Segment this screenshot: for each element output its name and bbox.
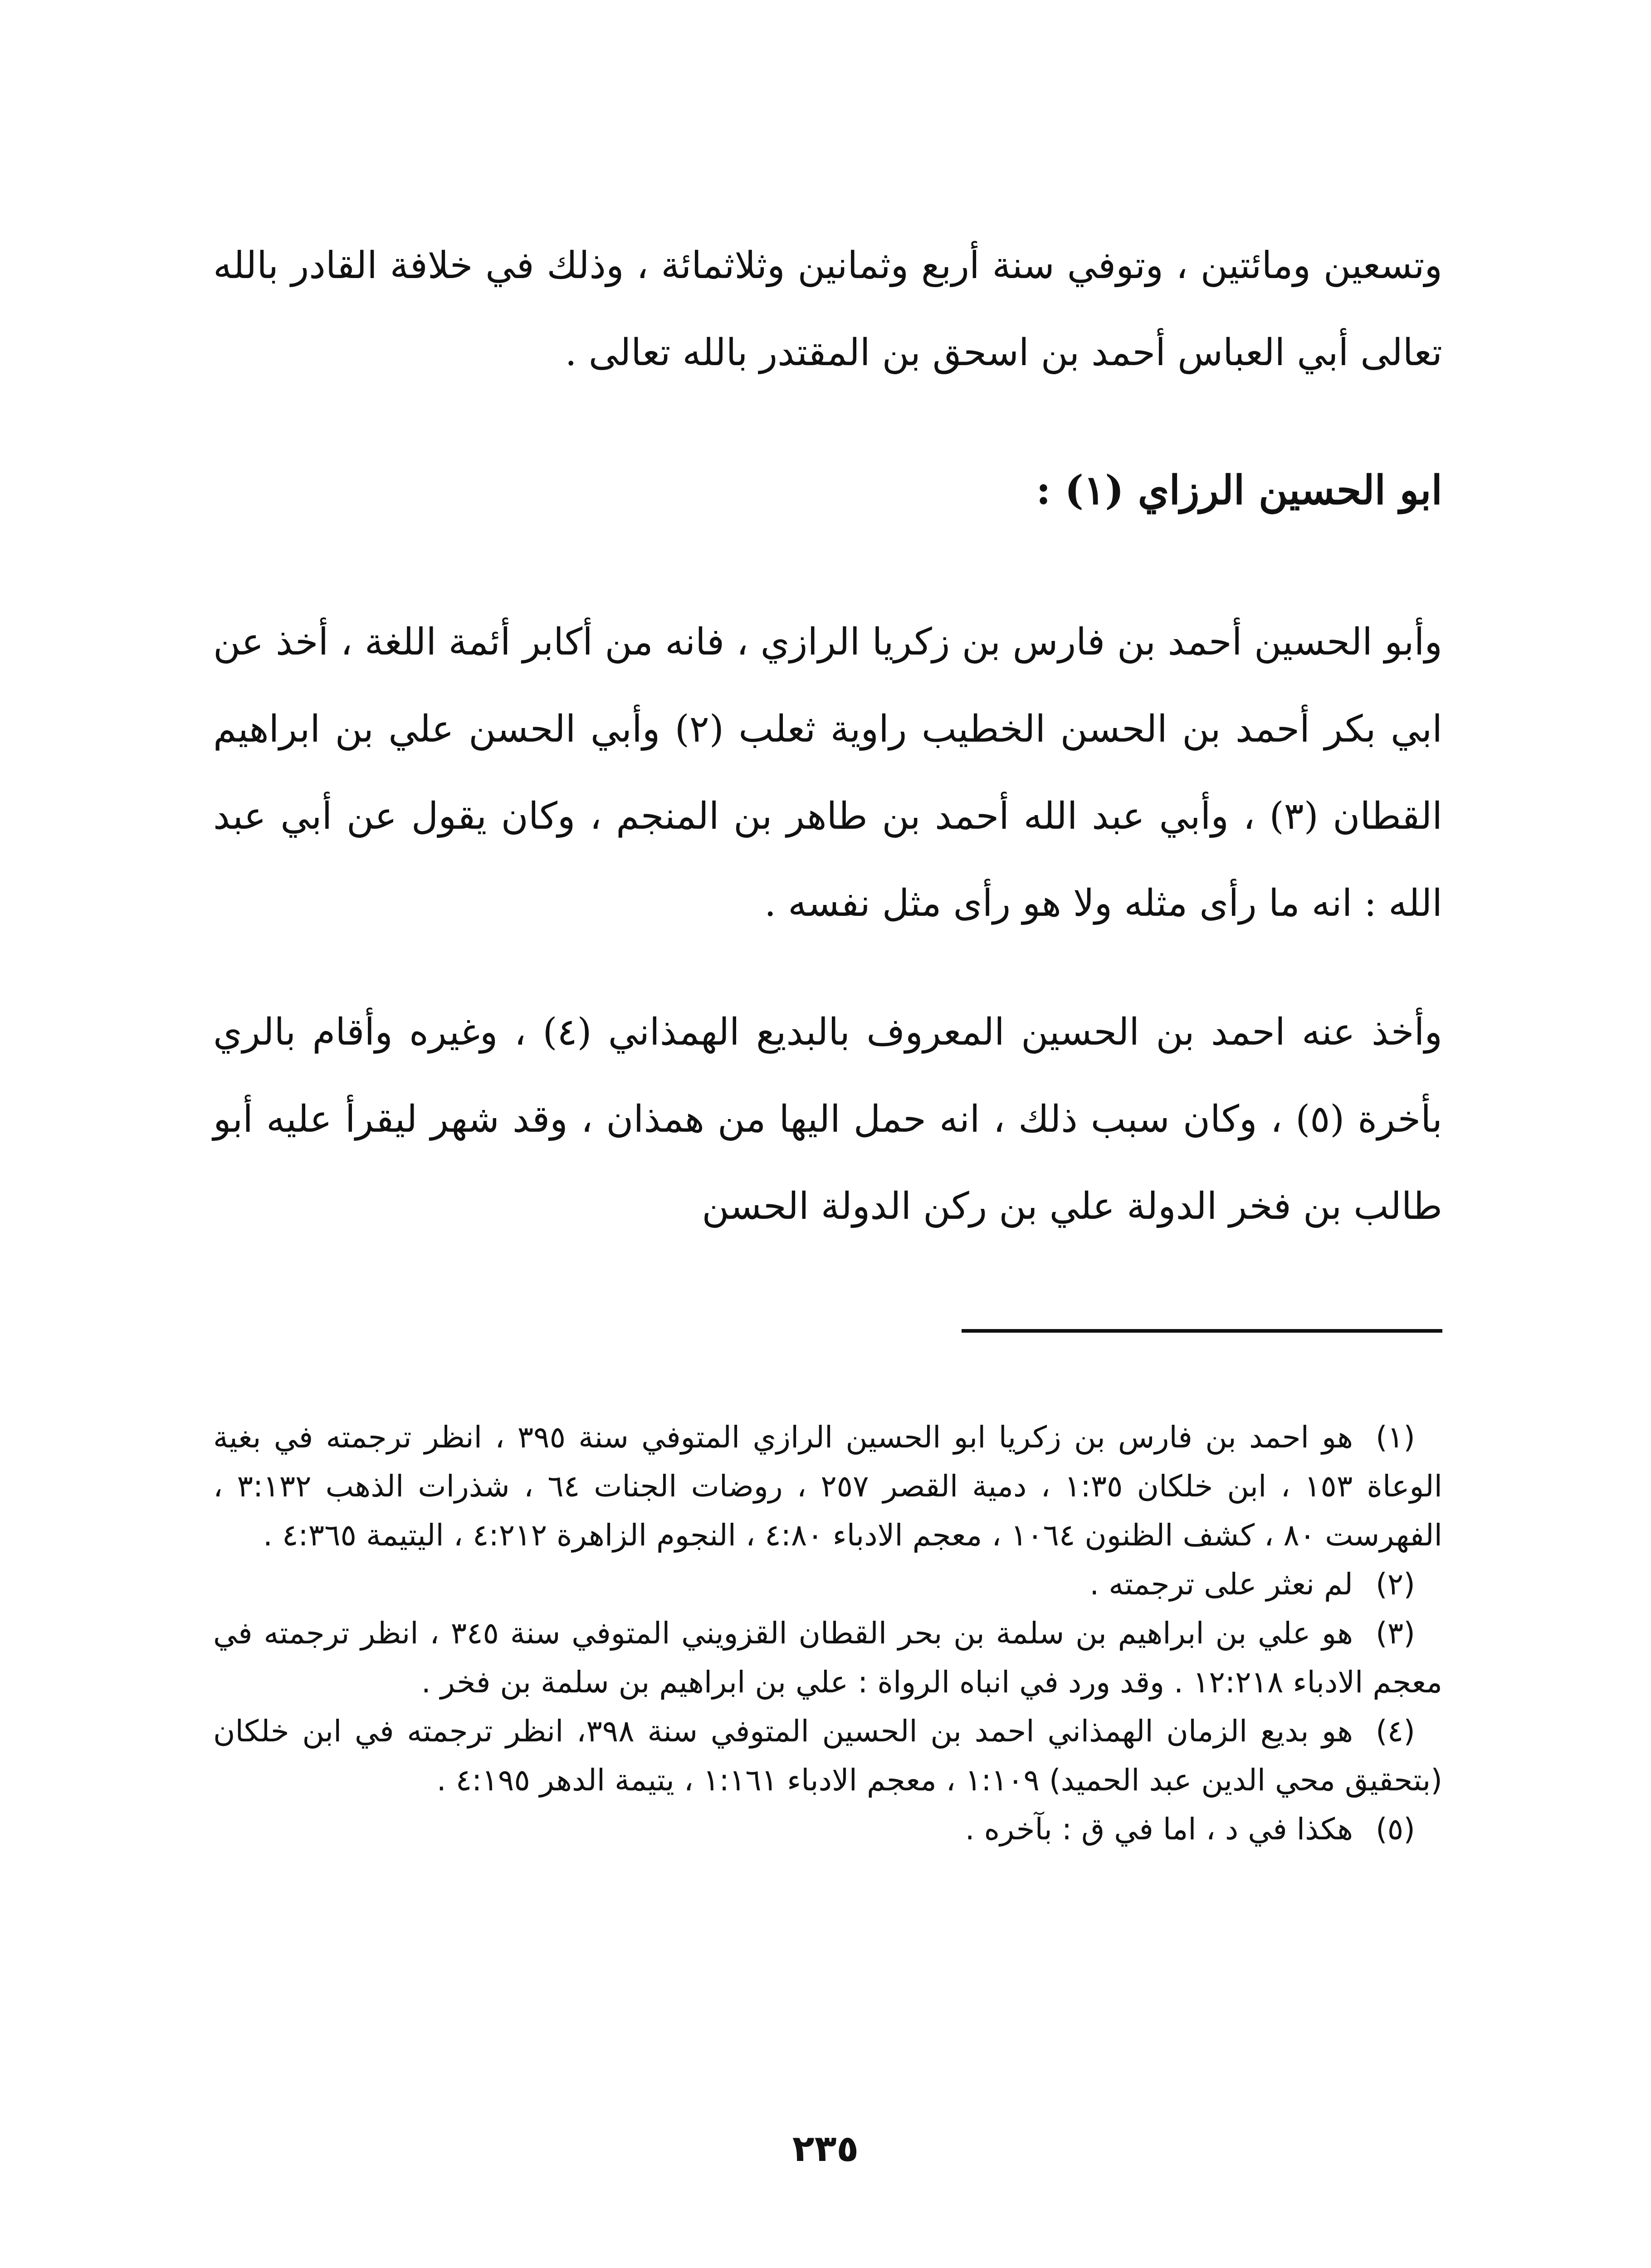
page-number: ٢٣٥ [792,2127,859,2170]
intro-paragraph [213,222,1442,396]
paragraph-1 [213,599,1442,947]
footnote-number: (٤) [1376,1714,1415,1749]
footnote-5 [213,1805,1442,1854]
footnote-text: لم نعثر على ترجمته . [1089,1567,1353,1602]
footnote-number: (١) [1376,1420,1415,1455]
intro-paragraph-text: وتسعين ومائتين ، وتوفي سنة أربع وثمانين وثلاثمائة ، وذلك في خلافة القادر بالله تعالى أبي العباس أحمد بن اسحق بن المقتدر بالله تعالى . [213,244,1442,374]
paragraph-2 [213,989,1442,1250]
footnote-text: هو احمد بن فارس بن زكريا ابو الحسين الرازي المتوفي سنة ٣٩٥ ، انظر ترجمته في بغية الوعاة ١٥٣ ، ابن خلكان ١:٣٥ ، دمية القصر ٢٥٧ ، روضات الجنات ٦٤ ، شذرات الذهب ٣:١٣٢ ، الفهرست ٨٠ ، كشف الظنون ١٠٦٤ ، معجم الادباء ٤:٨٠ ، النجوم الزاهرة ٤:٢١٢ ، اليتيمة ٤:٣٦٥ . [213,1420,1442,1553]
footnote-3 [213,1609,1442,1707]
footnote-text: هو بديع الزمان الهمذاني احمد بن الحسين المتوفي سنة ٣٩٨، انظر ترجمته في ابن خلكان (بتحقيق محي الدين عبد الحميد) ١:١٠٩ ، معجم الادباء ١:١٦١ ، يتيمة الدهر ٤:١٩٥ . [213,1714,1442,1798]
footnote-2 [213,1560,1442,1609]
footnote-text: هكذا في د ، اما في ق : بآخره . [965,1812,1353,1847]
footnote-divider [962,1329,1442,1333]
footnote-number: (٣) [1376,1616,1415,1651]
footnote-number: (٥) [1376,1812,1415,1847]
footnotes [213,1413,1442,1854]
section-heading: ابو الحسين الرزاي (١) : [1036,466,1442,513]
footnote-number: (٢) [1376,1567,1415,1602]
footnote-text: هو علي بن ابراهيم بن سلمة بن بحر القطان القزويني المتوفي سنة ٣٤٥ ، انظر ترجمته في معجم الادباء ١٢:٢١٨ . وقد ورد في انباه الرواة : علي بن ابراهيم بن سلمة بن فخر . [213,1616,1442,1700]
paragraph-2-text: وأخذ عنه احمد بن الحسين المعروف بالبديع الهمذاني (٤) ، وغيره وأقام بالري بأخرة (٥) ، وكان سبب ذلك ، انه حمل اليها من همذان ، وقد شهر ليقرأ عليه أبو طالب بن فخر الدولة علي بن ركن الدولة الحسن [213,1011,1443,1228]
footnote-1 [213,1413,1442,1560]
footnote-4 [213,1707,1442,1805]
paragraph-1-text: وأبو الحسين أحمد بن فارس بن زكريا الرازي ، فانه من أكابر أئمة اللغة ، أخذ عن ابي بكر أحمد بن الحسن الخطيب راوية ثعلب (٢) وأبي الحسن علي بن ابراهيم القطان (٣) ، وأبي عبد الله أحمد بن طاهر بن المنجم ، وكان يقول عن أبي عبد الله : انه ما رأى مثله ولا هو رأى مثل نفسه . [213,621,1443,925]
